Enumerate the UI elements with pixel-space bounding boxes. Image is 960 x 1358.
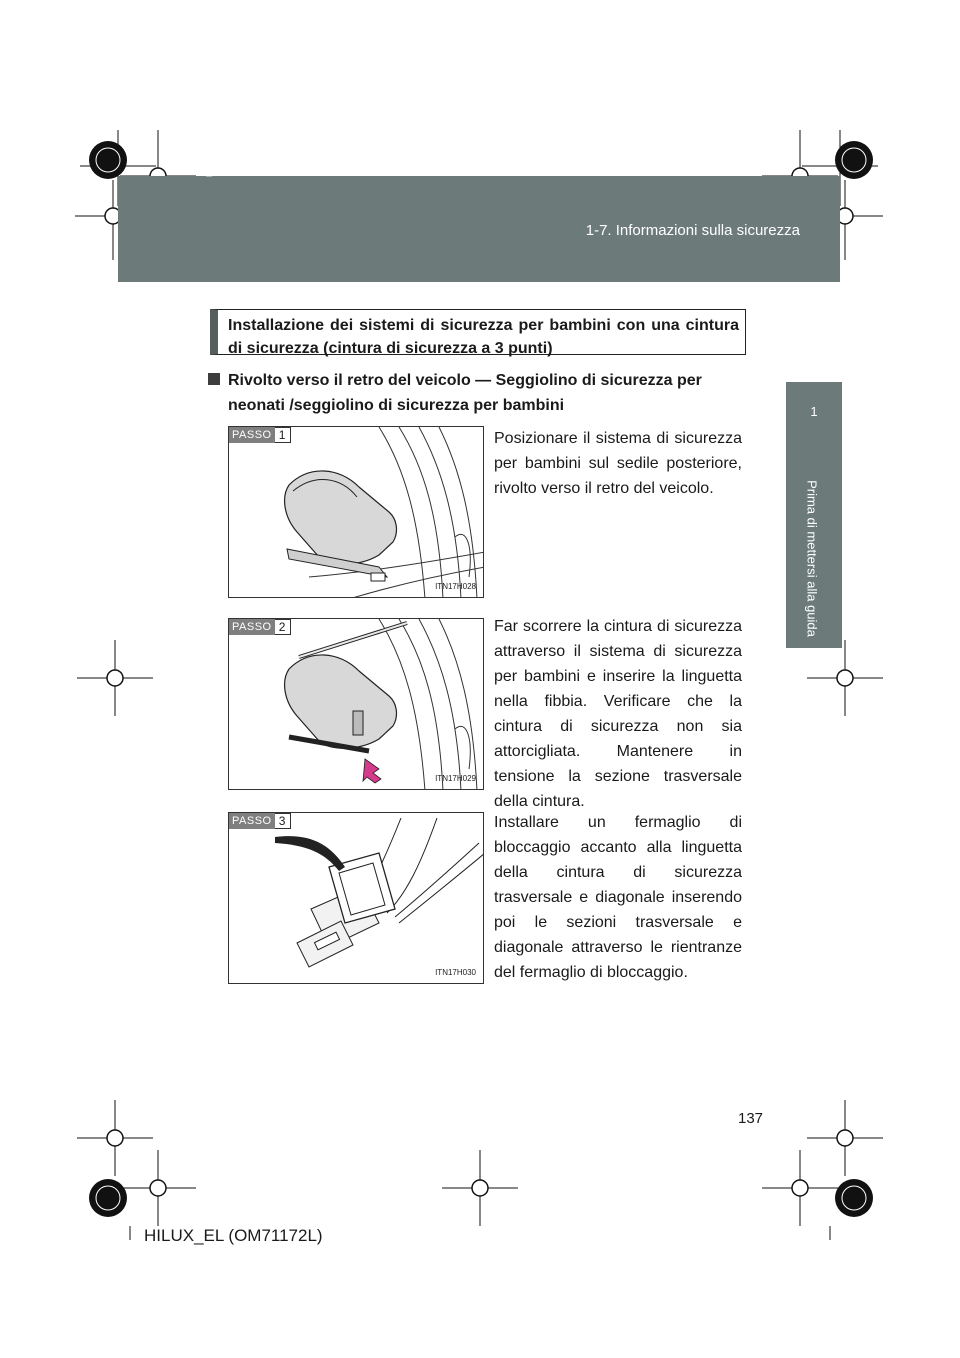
step-3-illustration [228, 812, 484, 984]
page-number: 137 [738, 1110, 764, 1127]
step-2-text: Far scorrere la cintura di sicurezza attraverso il sistema di sicurezza per bambini e inserire la linguetta nella fibbia. Verificare che la cintura di sicurezza non sia attorcigliata. Mantenere in tensione la sezione trasversale della cintura. [494, 618, 742, 810]
step-1-badge [229, 427, 291, 443]
step-number: 2 [275, 619, 291, 635]
step-3-text: Installare un fermaglio di bloccaggio accanto alla linguetta della cintura di sicurezza trasversale e diagonale inserendo poi le sezioni trasversale e diagonale attraverso le rientranze del fermaglio di bloccaggio. [494, 814, 742, 981]
section-heading: Installazione dei sistemi di sicurezza per bambini con una cintura di sicurezza (cintura di sicurezza a 3 punti) [210, 309, 746, 355]
step-1-illustration [228, 426, 484, 598]
step-number: 3 [275, 813, 291, 829]
section-header-bar [118, 176, 840, 282]
chapter-label: Prima di mettersi alla guida [804, 480, 820, 637]
image-code: ITN17H029 [435, 774, 476, 783]
chapter-tab [786, 382, 842, 478]
chapter-number: 1 [810, 404, 818, 419]
step-3-badge [229, 813, 291, 829]
step-1-text: Posizionare il sistema di sicurezza per bambini sul sedile posteriore, rivolto verso il retro del veicolo. [494, 430, 742, 497]
subsection-heading [228, 368, 748, 418]
step-2-illustration [228, 618, 484, 790]
footer-model-code: HILUX_EL (OM71172L) [144, 1226, 323, 1245]
locking-clip-icon [229, 813, 484, 984]
seat-belt-routing-icon [229, 619, 484, 790]
step-label: PASSO [229, 427, 275, 443]
step-label: PASSO [229, 619, 275, 635]
subsection-heading-text: Rivolto verso il retro del veicolo — Seggiolino di sicurezza per neonati /seggiolino di sicurezza per bambini [228, 372, 702, 414]
image-code: ITN17H028 [435, 582, 476, 591]
square-bullet-icon [208, 373, 220, 385]
child-seat-rear-facing-icon [229, 427, 484, 598]
step-number: 1 [275, 427, 291, 443]
step-label: PASSO [229, 813, 275, 829]
image-code: ITN17H030 [435, 968, 476, 977]
book-stamp: HILUX_EL.book Page 137 Wednesday, March 23, 2011 3:30 PM [176, 166, 514, 177]
step-2-badge [229, 619, 291, 635]
section-title: 1-7. Informazioni sulla sicurezza [585, 222, 800, 239]
